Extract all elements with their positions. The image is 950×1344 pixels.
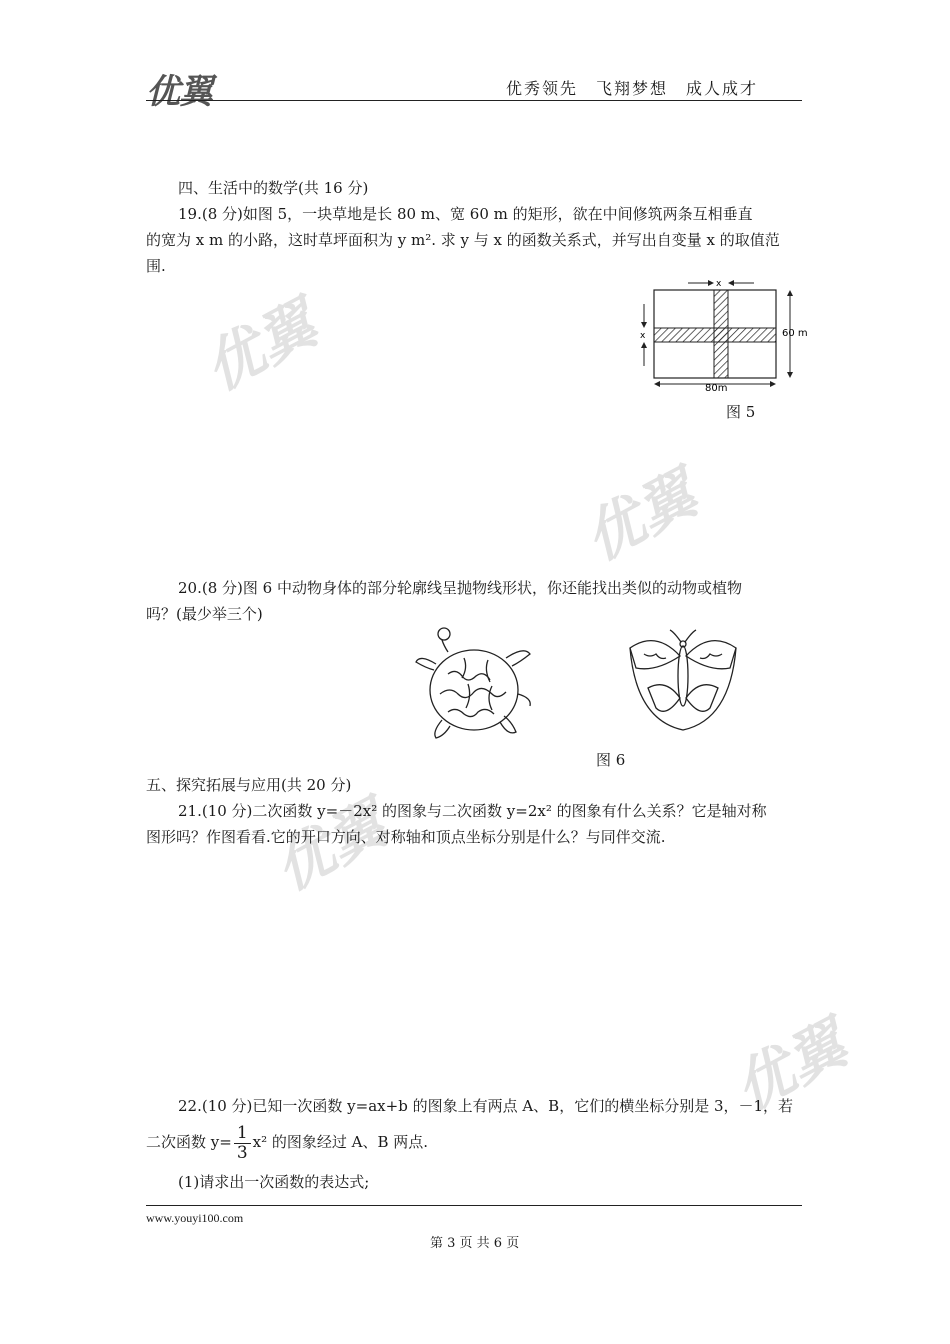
question-text: 吗？(最少举三个) <box>146 605 263 623</box>
question-text: 22.(10 分)已知一次函数 y=ax+b 的图象上有两点 A、B，它们的横坐标分别是 3，－1，若 <box>178 1097 794 1115</box>
question-line-with-fraction <box>146 1124 428 1162</box>
figure-label-height: 60 m <box>782 328 808 339</box>
question-text: 二次函数 y= <box>146 1133 232 1152</box>
watermark-logo: 优翼 <box>573 459 708 574</box>
question-text: 21.(10 分)二次函数 y=－2x² 的图象与二次函数 y=2x² 的图象有什么关系？它是轴对称 <box>178 802 767 820</box>
question-text: 20.(8 分)图 6 中动物身体的部分轮廓线呈抛物线形状，你还能找出类似的动物或植物 <box>178 579 742 597</box>
figure-label-x-left: x <box>640 331 646 341</box>
figure-caption: 图 6 <box>596 751 626 769</box>
question-text: 围. <box>146 257 166 275</box>
header-rule <box>146 100 802 101</box>
question-text: 图形吗？作图看看.它的开口方向、对称轴和顶点坐标分别是什么？与同伴交流. <box>146 828 666 846</box>
fraction-numerator: 1 <box>234 1124 251 1144</box>
section-title: 四、生活中的数学(共 16 分) <box>178 179 369 197</box>
watermark-logo: 优翼 <box>263 789 398 904</box>
sub-question: (1)请求出一次函数的表达式; <box>178 1173 370 1191</box>
figure-label-width: 80m <box>705 383 728 394</box>
watermark-logo: 优翼 <box>723 1009 858 1124</box>
question-text: x² 的图象经过 A、B 两点. <box>252 1133 429 1152</box>
footer-url[interactable]: www.youyi100.com <box>146 1211 244 1225</box>
watermark-logo: 优翼 <box>193 289 328 404</box>
question-text: 的宽为 x m 的小路，这时草坪面积为 y m². 求 y 与 x 的函数关系式，并写出自变量 x 的取值范 <box>146 231 780 249</box>
turtle-illustration <box>408 624 538 744</box>
section-title: 五、探究拓展与应用(共 20 分) <box>146 776 352 794</box>
figure-5-rectangle <box>630 274 810 399</box>
page-number: 第 3 页 共 6 页 <box>430 1236 520 1251</box>
fraction-denominator: 3 <box>236 1142 248 1163</box>
butterfly-illustration <box>626 628 740 734</box>
brand-logo: 优翼 <box>146 72 212 112</box>
footer-rule <box>146 1205 802 1206</box>
question-text: 19.(8 分)如图 5，一块草地是长 80 m、宽 60 m 的矩形，欲在中间修筑两条互相垂直 <box>178 205 753 223</box>
figure-label-x-top: x <box>716 279 722 289</box>
fraction <box>234 1124 251 1162</box>
figure-caption: 图 5 <box>726 403 756 421</box>
header-slogan: 优秀领先 飞翔梦想 成人成才 <box>506 79 759 98</box>
